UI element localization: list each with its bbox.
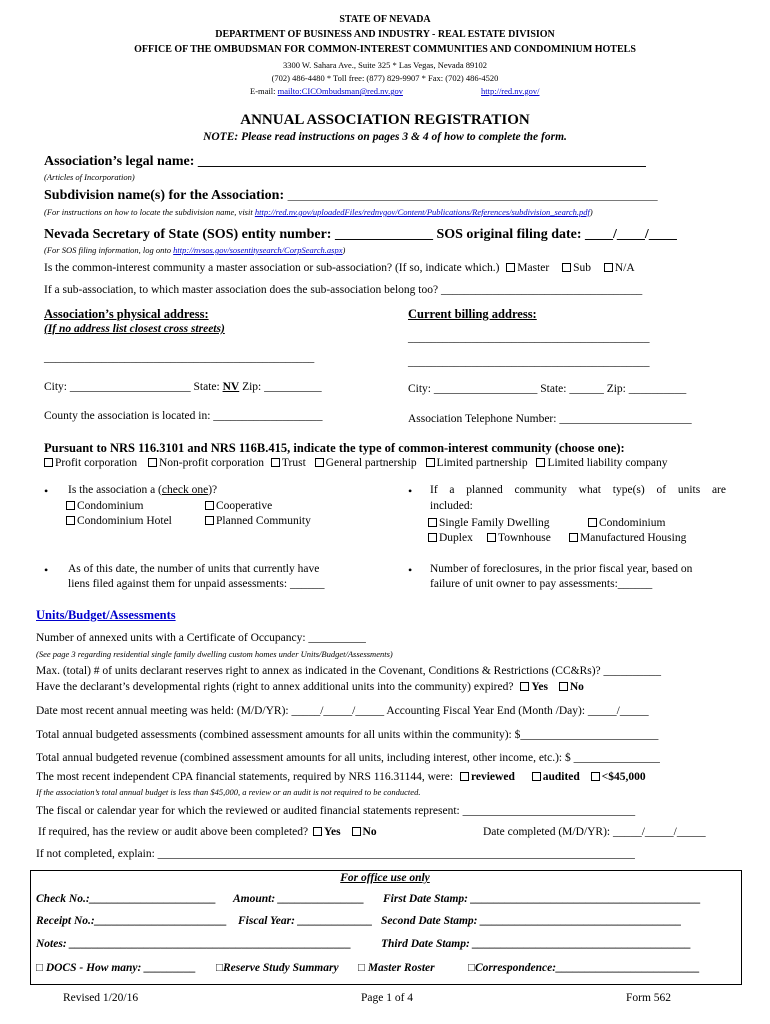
- checkbox-icon[interactable]: [506, 263, 515, 272]
- amount-field[interactable]: Amount: _______________: [233, 893, 365, 905]
- form-number: Form 562: [626, 992, 672, 1004]
- legal-name-row: [44, 154, 646, 170]
- header-phones: (702) 486-4480 * Toll free: (877) 829-9907 * Fax: (702) 486-4520: [271, 73, 499, 83]
- date-completed-row[interactable]: Date completed (M/D/YR): _____/_____/_____: [483, 826, 706, 838]
- foreclosure-question-line-2[interactable]: failure of unit owner to pay assessments:______: [430, 578, 653, 590]
- planned-question-line-2: included:: [430, 500, 473, 512]
- budgeted-assessments-row[interactable]: Total annual budgeted assessments (combined assessment amounts for all units within the community): $________________________: [36, 729, 659, 741]
- physical-zip: Zip: __________: [242, 381, 322, 393]
- option-planned-condominium[interactable]: [588, 517, 665, 529]
- option-label: Trust: [281, 457, 306, 469]
- checkbox-icon[interactable]: [315, 458, 324, 467]
- cpa-hint: If the association’s total annual budget is less than $45,000, a review or an audit is not required to be conducted.: [36, 787, 421, 797]
- billing-city-row[interactable]: City: __________________ State: ______ Zip: __________: [408, 383, 687, 395]
- annexed-units-row[interactable]: Number of annexed units with a Certificate of Occupancy: __________: [36, 632, 366, 644]
- not-completed-row[interactable]: If not completed, explain: ___________________________________________________________________________________: [36, 848, 635, 860]
- legal-name-label: Association’s legal name:: [44, 154, 195, 169]
- option-label: No: [362, 826, 377, 838]
- option-label: Non-profit corporation: [158, 457, 265, 469]
- option-label: Manufactured Housing: [580, 532, 687, 544]
- annual-meeting-row[interactable]: Date most recent annual meeting was held: (M/D/YR): _____/_____/_____ Accounting Fiscal Year End (Month /Day): _____/_____: [36, 705, 649, 717]
- option-label: Master: [517, 262, 550, 274]
- option-label: audited: [542, 771, 580, 783]
- header-email: [250, 86, 403, 96]
- option-condominium-hotel[interactable]: [66, 515, 172, 527]
- completed-no[interactable]: [352, 826, 377, 838]
- checkbox-icon[interactable]: [569, 533, 578, 542]
- cpa-reviewed[interactable]: [460, 771, 515, 783]
- checkbox-icon[interactable]: [44, 458, 53, 467]
- option-townhouse[interactable]: [487, 532, 551, 544]
- dev-rights-text: Have the declarant’s developmental rights (right to annex additional units into the community) expired?: [36, 681, 514, 693]
- checkbox-icon[interactable]: [148, 458, 157, 467]
- phone-row[interactable]: Association Telephone Number: _______________________: [408, 413, 692, 425]
- bullet-icon: •: [44, 563, 49, 577]
- checkbox-icon[interactable]: [487, 533, 496, 542]
- option-label: Cooperative: [216, 500, 273, 512]
- legal-name-hint: (Articles of Incorporation): [44, 172, 135, 182]
- option-cooperative[interactable]: [205, 500, 272, 512]
- community-type-options: [44, 457, 668, 469]
- assoc-q-prefix: Is the association a (: [68, 484, 162, 496]
- subdivision-row: [44, 188, 658, 204]
- website-link[interactable]: http://red.nv.gov/: [481, 86, 540, 96]
- checkbox-icon[interactable]: [313, 827, 322, 836]
- option-duplex[interactable]: [428, 532, 473, 544]
- option-label: No: [569, 681, 584, 693]
- option-label: Single Family Dwelling: [439, 517, 550, 529]
- sos-link[interactable]: http://nvsos.gov/sosentitysearch/CorpSearch.aspx: [173, 245, 343, 255]
- completed-question: [38, 826, 377, 838]
- checkbox-icon[interactable]: [562, 263, 571, 272]
- checkbox-icon[interactable]: [588, 518, 597, 527]
- cpa-text: The most recent independent CPA financial statements, required by NRS 116.31144, were:: [36, 771, 454, 783]
- option-label: General partnership: [325, 457, 417, 469]
- option-general-partnership[interactable]: [315, 457, 417, 469]
- form-note: NOTE: Please read instructions on pages 3 & 4 of how to complete the form.: [203, 131, 567, 143]
- subdivision-hint-suffix: ): [589, 207, 593, 217]
- option-label: Planned Community: [216, 515, 311, 527]
- physical-city-row[interactable]: [44, 381, 322, 393]
- checkbox-icon[interactable]: [352, 827, 361, 836]
- completed-yes[interactable]: [313, 826, 341, 838]
- option-label: Limited partnership: [436, 457, 528, 469]
- option-planned-community[interactable]: [205, 515, 311, 527]
- checkbox-icon[interactable]: [460, 772, 469, 781]
- billing-address-line-2[interactable]: __________________________________________: [408, 356, 650, 368]
- liens-question-line-2[interactable]: liens filed against them for unpaid assessments: ______: [68, 578, 325, 590]
- dev-rights-no[interactable]: [559, 681, 584, 693]
- header-office: OFFICE OF THE OMBUDSMAN FOR COMMON-INTEREST COMMUNITIES AND CONDOMINIUM HOTELS: [134, 44, 636, 55]
- option-condominium[interactable]: [66, 500, 143, 512]
- subdivision-hint: [44, 207, 593, 217]
- header-department: DEPARTMENT OF BUSINESS AND INDUSTRY - REAL ESTATE DIVISION: [215, 29, 555, 40]
- option-label: Limited liability company: [547, 457, 668, 469]
- assoc-q-suffix: )?: [208, 484, 218, 496]
- checkbox-icon[interactable]: [66, 501, 75, 510]
- checkbox-icon[interactable]: [591, 772, 600, 781]
- completed-text: If required, has the review or audit above been completed?: [38, 826, 309, 838]
- billing-address-label: Current billing address:: [408, 307, 537, 321]
- assoc-q-check-one: check one: [161, 484, 209, 496]
- email-label: E-mail:: [250, 86, 276, 96]
- subdivision-link[interactable]: http://red.nv.gov/uploadedFiles/rednvgov/Content/Publications/References/subdivision_search.pdf: [254, 207, 590, 217]
- option-manufactured-housing[interactable]: [569, 532, 686, 544]
- option-label: Duplex: [439, 532, 473, 544]
- option-sub[interactable]: [562, 262, 591, 274]
- option-master[interactable]: [506, 262, 549, 274]
- option-llc[interactable]: [536, 457, 667, 469]
- revised-date: Revised 1/20/16: [63, 992, 139, 1004]
- county-row[interactable]: County the association is located in: ___________________: [44, 410, 323, 422]
- option-na[interactable]: [604, 262, 635, 274]
- checkbox-icon[interactable]: [205, 501, 214, 510]
- checkbox-icon[interactable]: [559, 682, 568, 691]
- master-question-text: Is the common-interest community a master association or sub-association? (If so, indicate which.): [44, 262, 500, 274]
- email-link[interactable]: mailto:CICOmbudsman@red.nv.gov: [277, 86, 403, 96]
- option-profit[interactable]: [44, 457, 137, 469]
- form-title: ANNUAL ASSOCIATION REGISTRATION: [240, 112, 530, 128]
- option-label: Yes: [324, 826, 341, 838]
- header-address: 3300 W. Sahara Ave., Suite 325 * Las Vegas, Nevada 89102: [282, 60, 488, 70]
- physical-state-value: NV: [222, 381, 240, 393]
- association-type-question: [68, 484, 217, 496]
- fiscal-year-field[interactable]: Fiscal Year: _____________: [238, 915, 373, 927]
- second-date-stamp-field[interactable]: Second Date Stamp: ___________________________________: [381, 915, 682, 927]
- option-single-family[interactable]: [428, 517, 550, 529]
- option-label: Condominium: [599, 517, 666, 529]
- sub-association-question[interactable]: If a sub-association, to which master association does the sub-association belong too? ___________________________________: [44, 284, 643, 296]
- option-trust[interactable]: [271, 457, 306, 469]
- billing-address-line-1[interactable]: __________________________________________: [408, 332, 650, 344]
- checkbox-icon[interactable]: [520, 682, 529, 691]
- checkbox-icon[interactable]: [428, 518, 437, 527]
- checkbox-icon[interactable]: [66, 516, 75, 525]
- checkbox-icon[interactable]: [604, 263, 613, 272]
- docs-count-field[interactable]: □ DOCS - How many: _________: [36, 962, 196, 974]
- option-label: Yes: [531, 681, 548, 693]
- checkbox-icon[interactable]: [271, 458, 280, 467]
- cpa-audited[interactable]: [532, 771, 580, 783]
- subdivision-field[interactable]: __________________________________________________________________________: [287, 191, 658, 202]
- units-budget-heading: Units/Budget/Assessments: [36, 608, 176, 622]
- first-date-stamp-field[interactable]: First Date Stamp: ________________________________________: [383, 893, 701, 905]
- cpa-under-45000[interactable]: [591, 771, 646, 783]
- legal-name-field[interactable]: ________________________________________________________________: [197, 154, 646, 169]
- checkbox-icon[interactable]: [426, 458, 435, 467]
- bullet-icon: •: [408, 484, 413, 498]
- subdivision-hint-prefix: (For instructions on how to locate the subdivision name, visit: [44, 207, 253, 217]
- checkbox-icon[interactable]: [536, 458, 545, 467]
- third-date-stamp-field[interactable]: Third Date Stamp: ______________________________________: [381, 938, 692, 950]
- master-roster-option[interactable]: □ Master Roster: [358, 962, 435, 974]
- max-units-row[interactable]: Max. (total) # of units declarant reserves right to annex as indicated in the Covenant, Conditions & Restrictions (CC&Rs)? __________: [36, 665, 662, 677]
- bullet-icon: •: [44, 484, 49, 498]
- office-use-heading: For office use only: [340, 872, 430, 884]
- bullet-icon: •: [408, 563, 413, 577]
- cpa-row: [36, 771, 646, 783]
- community-type-label: Pursuant to NRS 116.3101 and NRS 116B.415, indicate the type of common-interest community (choose one):: [44, 441, 625, 455]
- sos-hint-suffix: ): [342, 245, 346, 255]
- option-label: Condominium: [77, 500, 144, 512]
- dev-rights-yes[interactable]: [520, 681, 548, 693]
- liens-question-line-1: As of this date, the number of units that currently have: [68, 563, 320, 575]
- dev-rights-row: [36, 681, 584, 693]
- option-label: Townhouse: [498, 532, 551, 544]
- planned-question-line-1: If a planned community what type(s) of units are: [430, 484, 726, 496]
- fiscal-year-row[interactable]: The fiscal or calendar year for which the reviewed or audited financial statements represent: ______________________________: [36, 805, 636, 817]
- option-limited-partnership[interactable]: [426, 457, 528, 469]
- check-no-field[interactable]: Check No.:______________________: [36, 893, 217, 905]
- annexed-units-hint: (See page 3 regarding residential single family dwelling custom homes under Units/Budget/Assessments): [36, 649, 393, 659]
- physical-address-line[interactable]: _______________________________________________: [44, 352, 315, 364]
- sos-hint-prefix: (For SOS filing information, log onto: [44, 245, 172, 255]
- option-label: Condominium Hotel: [77, 515, 172, 527]
- master-question: [44, 262, 635, 274]
- physical-address-hint: (If no address list closest cross streets): [44, 323, 225, 335]
- notes-field[interactable]: Notes: _________________________________________________: [36, 938, 352, 950]
- correspondence-field[interactable]: □Correspondence:_________________________: [468, 962, 700, 974]
- receipt-no-field[interactable]: Receipt No.:_______________________: [36, 915, 228, 927]
- option-nonprofit[interactable]: [148, 457, 264, 469]
- budgeted-revenue-row[interactable]: Total annual budgeted revenue (combined assessment amounts for all units, including interest, other income, etc.): $ _______________: [36, 752, 660, 764]
- option-label: Sub: [573, 262, 591, 274]
- sos-row[interactable]: Nevada Secretary of State (SOS) entity number: ______________ SOS original filing date: ____/____/____: [44, 227, 677, 242]
- subdivision-label: Subdivision name(s) for the Association:: [44, 188, 285, 203]
- sos-hint: [44, 245, 345, 255]
- option-label: <$45,000: [601, 771, 646, 783]
- reserve-study-option[interactable]: □Reserve Study Summary: [216, 962, 339, 974]
- option-label: N/A: [614, 262, 635, 274]
- option-label: Profit corporation: [55, 457, 138, 469]
- header-state: STATE OF NEVADA: [339, 14, 431, 25]
- checkbox-icon[interactable]: [205, 516, 214, 525]
- checkbox-icon[interactable]: [428, 533, 437, 542]
- physical-address-label: Association’s physical address:: [44, 307, 209, 321]
- option-label: reviewed: [470, 771, 515, 783]
- foreclosure-question-line-1: Number of foreclosures, in the prior fiscal year, based on: [430, 563, 693, 575]
- checkbox-icon[interactable]: [532, 772, 541, 781]
- physical-city: City: _____________________ State:: [44, 381, 220, 393]
- page-number: Page 1 of 4: [361, 992, 414, 1004]
